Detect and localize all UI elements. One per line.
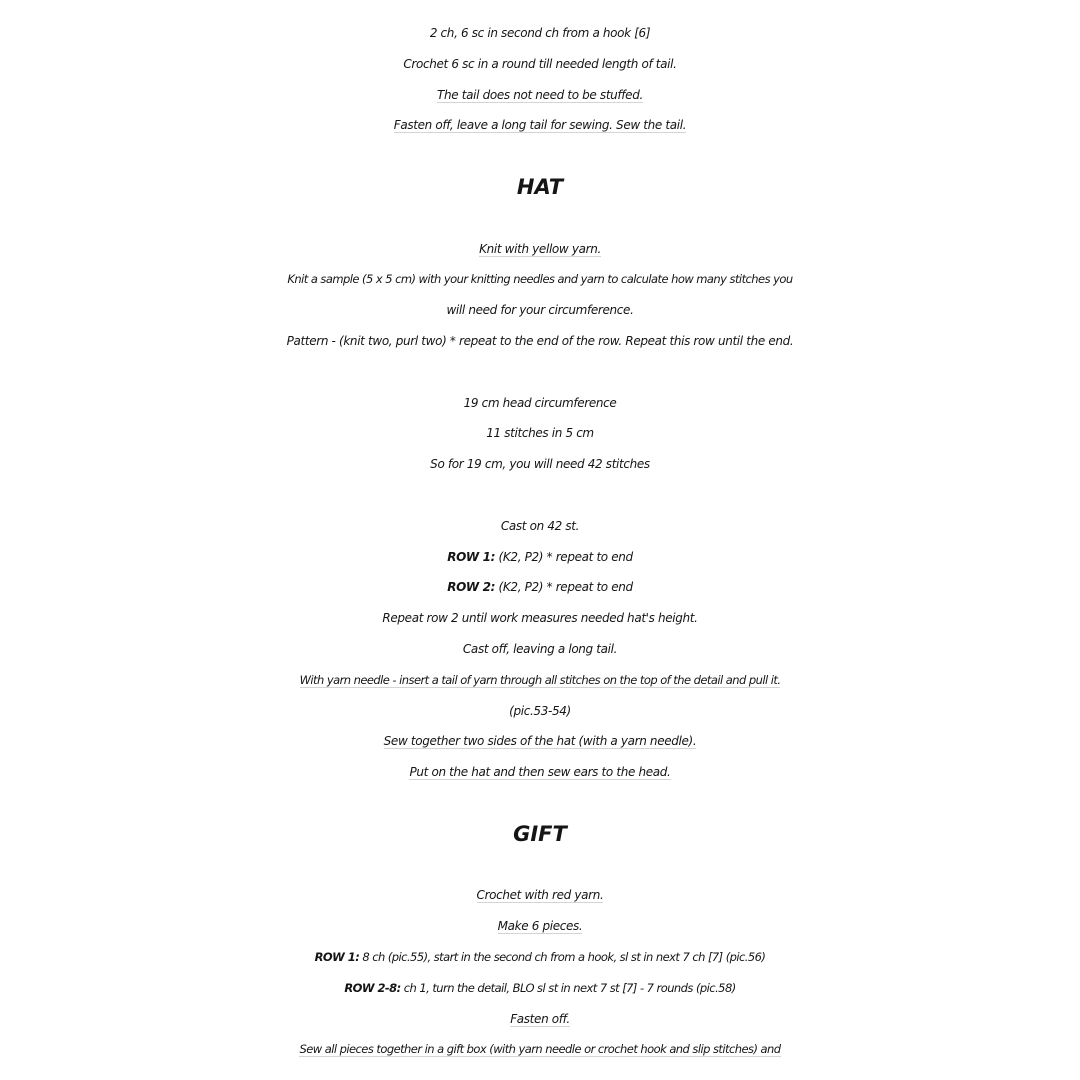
tail-instruction-1-text: 2 ch, 6 sc in second ch from a hook [6] xyxy=(429,26,651,40)
tail-instruction-2-text: Crochet 6 sc in a round till needed length of tail. xyxy=(403,56,677,71)
hat-cast-off-line xyxy=(0,634,1080,665)
hat-sample-line-2 xyxy=(0,295,1080,326)
gift-heading: GIFT xyxy=(513,821,567,846)
spacer xyxy=(0,788,1080,819)
hat-pattern-line xyxy=(0,326,1080,357)
gift-row-1-text: 8 ch (pic.55), start in the second ch from a hook, sl st in next 7 ch [7] (pic.56) xyxy=(359,949,766,964)
hat-row-2-line xyxy=(0,572,1080,603)
hat-needle-line-2 xyxy=(0,696,1080,727)
gift-pieces-line xyxy=(0,911,1080,942)
hat-yarn-line xyxy=(0,234,1080,265)
gift-fasten-text: Fasten off. xyxy=(510,1011,570,1026)
gift-row-2-text: ch 1, turn the detail, BLO sl st in next 7 st [7] - 7 rounds (pic.58) xyxy=(400,980,736,995)
gift-sew-pieces-text: Sew all pieces together in a gift box (with yarn needle or crochet hook and slip stitches) and xyxy=(299,1042,781,1057)
hat-sew-sides-text: Sew together two sides of the hat (with a yarn needle). xyxy=(383,734,697,749)
hat-row-1-line xyxy=(0,542,1080,573)
hat-sew-sides-line xyxy=(0,726,1080,757)
hat-put-on-text: Put on the hat and then sew ears to the head. xyxy=(409,765,671,780)
spacer xyxy=(0,480,1080,511)
tail-instruction-4-text: Fasten off, leave a long tail for sewing. Sew the tail. xyxy=(393,118,687,133)
spacer xyxy=(0,203,1080,234)
hat-circumference-text: 19 cm head circumference xyxy=(463,395,617,410)
tail-instruction-2 xyxy=(0,49,1080,80)
hat-row-2-label: ROW 2: xyxy=(447,580,496,595)
hat-needle-line-1 xyxy=(0,665,1080,696)
gift-fasten-line xyxy=(0,1004,1080,1035)
hat-gauge-line xyxy=(0,418,1080,449)
hat-sample-text-1: Knit a sample (5 x 5 cm) with your knitting needles and yarn to calculate how many stitches you xyxy=(287,272,793,287)
hat-needed-stitches-line xyxy=(0,449,1080,480)
gift-row-2-line xyxy=(0,973,1080,1004)
hat-repeat-text: Repeat row 2 until work measures needed hat's height. xyxy=(382,611,698,626)
hat-row-1-text: (K2, P2) * repeat to end xyxy=(495,549,633,564)
gift-row-2-label: ROW 2-8: xyxy=(344,980,401,995)
hat-needle-text-1: With yarn needle - insert a tail of yarn through all stitches on the top of the detail and pull it. xyxy=(299,672,781,687)
hat-heading: HAT xyxy=(516,174,564,199)
hat-gauge-text: 11 stitches in 5 cm xyxy=(486,426,594,441)
hat-sample-text-2: will need for your circumference. xyxy=(446,303,634,318)
hat-cast-on-text: Cast on 42 st. xyxy=(500,518,580,533)
tail-instruction-1 xyxy=(0,18,1080,49)
pattern-document xyxy=(0,18,1080,1065)
hat-put-on-line xyxy=(0,757,1080,788)
tail-instruction-3 xyxy=(0,80,1080,111)
hat-pattern-text: Pattern - (knit two, purl two) * repeat to the end of the row. Repeat this row until the end. xyxy=(286,333,794,348)
tail-instruction-3-text: The tail does not need to be stuffed. xyxy=(437,87,643,102)
hat-cast-off-text: Cast off, leaving a long tail. xyxy=(462,641,618,656)
gift-yarn-line xyxy=(0,880,1080,911)
hat-needle-text-2: (pic.53-54) xyxy=(509,703,571,718)
gift-row-1-label: ROW 1: xyxy=(314,949,360,964)
gift-yarn-text: Crochet with red yarn. xyxy=(476,888,604,903)
hat-repeat-line xyxy=(0,603,1080,634)
gift-row-1-line xyxy=(0,942,1080,973)
hat-yarn-text: Knit with yellow yarn. xyxy=(479,241,601,256)
hat-row-1-label: ROW 1: xyxy=(447,549,496,564)
hat-row-2-text: (K2, P2) * repeat to end xyxy=(495,580,633,595)
gift-pieces-text: Make 6 pieces. xyxy=(497,919,583,934)
tail-instruction-4 xyxy=(0,110,1080,141)
spacer xyxy=(0,357,1080,388)
spacer xyxy=(0,850,1080,881)
spacer xyxy=(0,141,1080,172)
hat-cast-on-line xyxy=(0,511,1080,542)
gift-sew-pieces-line xyxy=(0,1034,1080,1065)
hat-sample-line-1 xyxy=(0,264,1080,295)
hat-needed-stitches-text: So for 19 cm, you will need 42 stitches xyxy=(430,457,650,472)
hat-circumference-line xyxy=(0,388,1080,419)
